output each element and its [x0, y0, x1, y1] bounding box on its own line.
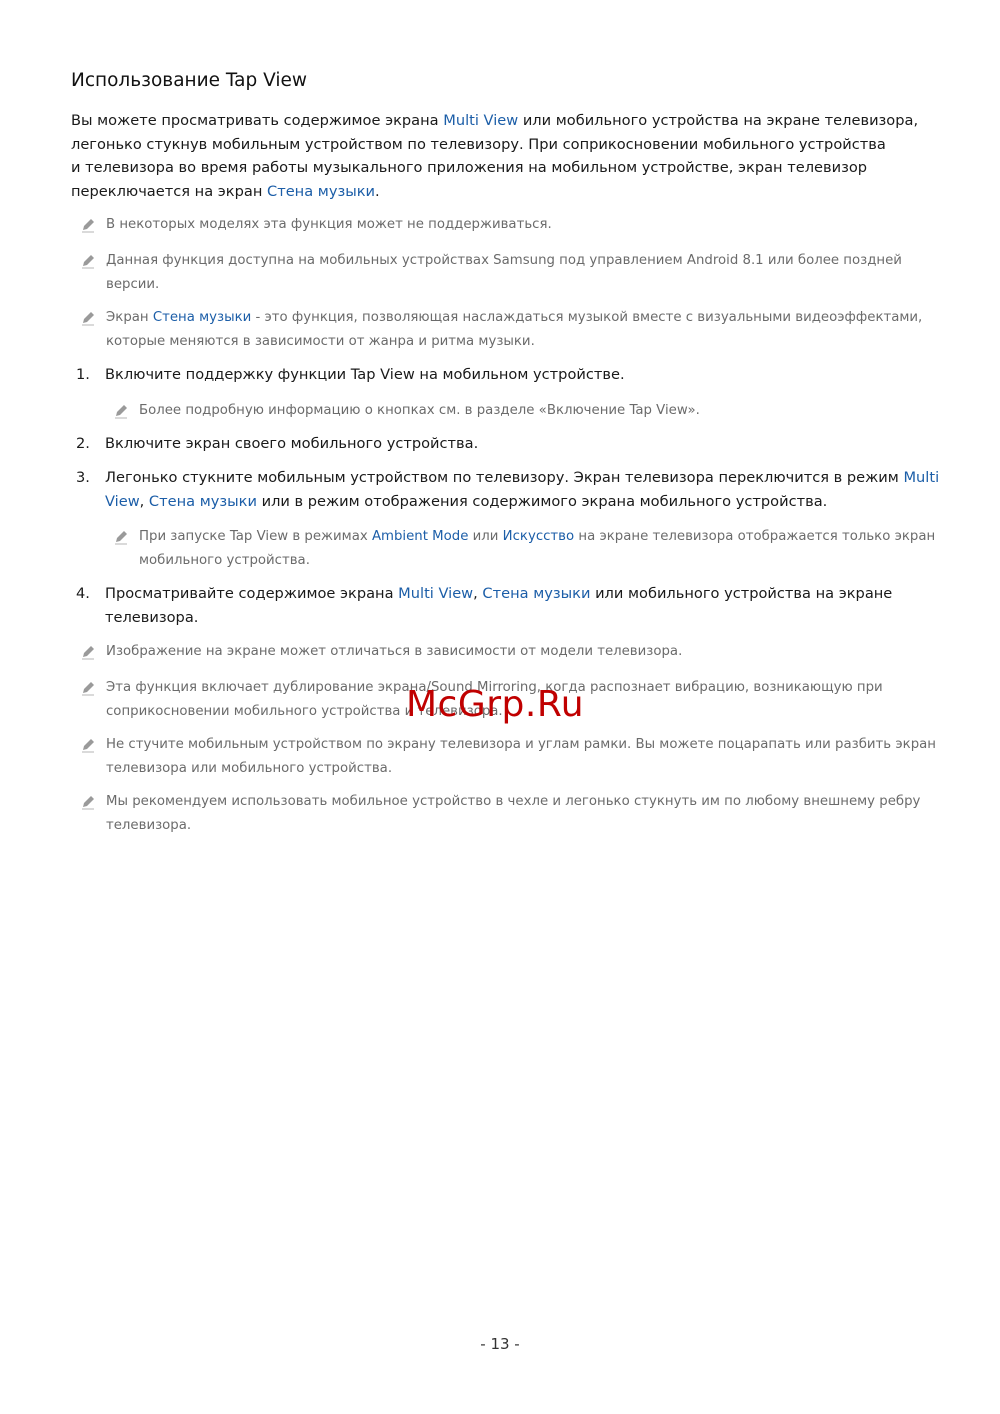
music-wall-term: Стена музыки [148, 492, 257, 510]
intro-paragraph [71, 109, 926, 203]
text: телевизора или мобильного устройства. [106, 760, 393, 776]
text: или мобильного устройства на экране телевизора, [518, 112, 919, 129]
ambient-mode-term: Ambient Mode [371, 529, 469, 544]
text: Изображение на экране может отличаться в зависимости от модели телевизора. [106, 644, 683, 659]
text: Включите поддержку функции Tap View на мобильном устройстве. [105, 366, 625, 383]
text: Легонько стукните мобильным устройством по телевизору. Экран телевизора переключится в режим [105, 469, 904, 486]
text: Более подробную информацию о кнопках см. в разделе «Включение Tap View». [139, 403, 700, 418]
text: соприкосновении мобильного устройства и телевизора. [106, 703, 503, 719]
note-step-3 [139, 525, 935, 572]
art-mode-term: Искусство [502, 529, 575, 544]
text: . [375, 182, 380, 200]
text: легонько стукнув мобильным устройством по телевизору. При соприкосновении мобильного устройства [71, 135, 886, 153]
note-android-version [106, 249, 902, 296]
text: В некоторых моделях эта функция может не поддерживаться. [106, 217, 552, 232]
text: телевизора. [105, 608, 199, 626]
text: , [473, 585, 483, 602]
multi-view-term: View [105, 492, 140, 510]
text: При запуске Tap View в режимах [139, 529, 372, 544]
music-wall-term: Стена музыки [482, 585, 591, 602]
music-wall-term: Стена музыки [152, 310, 252, 325]
text: Мы рекомендуем использовать мобильное устройство в чехле и легонько стукнуть им по любому внешнему ребру [106, 794, 921, 809]
text: Эта функция включает дублирование экрана/Sound Mirroring, когда распознает вибрацию, возникающую при [106, 680, 883, 695]
pencil-icon [80, 253, 96, 269]
pencil-icon [80, 310, 96, 326]
text: или в режим отображения содержимого экрана мобильного устройства. [256, 492, 828, 510]
pencil-icon [80, 217, 96, 233]
text: Не стучите мобильным устройством по экрану телевизора и углам рамки. Вы можете поцарапать или разбить экран [106, 737, 936, 752]
text: Экран [106, 310, 153, 325]
text: переключается на экран [71, 182, 268, 200]
step-number: 4. [76, 585, 90, 602]
note-use-case [106, 790, 920, 837]
pencil-icon [113, 529, 129, 545]
multi-view-term: Multi View [443, 112, 519, 129]
watermark: McGrp.Ru [406, 684, 585, 725]
note-model-support [106, 213, 552, 237]
pencil-icon [80, 737, 96, 753]
step-1 [105, 363, 625, 387]
step-number: 1. [76, 366, 90, 383]
note-step-1 [139, 399, 700, 423]
text: - это функция, позволяющая наслаждаться музыкой вместе с визуальными видеоэффектами, [251, 310, 923, 325]
pencil-icon [113, 403, 129, 419]
pencil-icon [80, 794, 96, 810]
step-number: 2. [76, 435, 90, 452]
step-number: 3. [76, 469, 90, 486]
pencil-icon [80, 680, 96, 696]
step-2 [105, 432, 478, 456]
multi-view-term: Multi [903, 469, 940, 486]
text: Включите экран своего мобильного устройства. [105, 435, 479, 452]
text: или [468, 529, 503, 544]
page-number: - 13 - [480, 1335, 520, 1353]
text: телевизора. [106, 817, 192, 833]
text: или мобильного устройства на экране [590, 585, 893, 602]
text: которые меняются в зависимости от жанра и ритма музыки. [106, 333, 535, 349]
text: и телевизора во время работы музыкального приложения на мобильном устройстве, экран телевизор [71, 159, 868, 176]
text: Вы можете просматривать содержимое экрана [71, 112, 444, 129]
step-3 [105, 466, 939, 513]
note-image-may-differ [106, 640, 682, 664]
text: Данная функция доступна на мобильных устройствах Samsung под управлением Android 8.1 или более поздней [106, 253, 902, 268]
step-4 [105, 582, 892, 629]
note-do-not-knock-screen [106, 733, 936, 780]
text: на экране телевизора отображается только экран [574, 529, 936, 544]
multi-view-term: Multi View [398, 585, 474, 602]
text: , [139, 492, 149, 510]
page-title: Использование Tap View [71, 70, 308, 91]
note-music-wall [106, 306, 922, 353]
text: мобильного устройства. [139, 552, 310, 568]
text: Просматривайте содержимое экрана [105, 585, 399, 602]
text: версии. [106, 276, 160, 292]
music-wall-term: Стена музыки [267, 182, 376, 200]
pencil-icon [80, 644, 96, 660]
